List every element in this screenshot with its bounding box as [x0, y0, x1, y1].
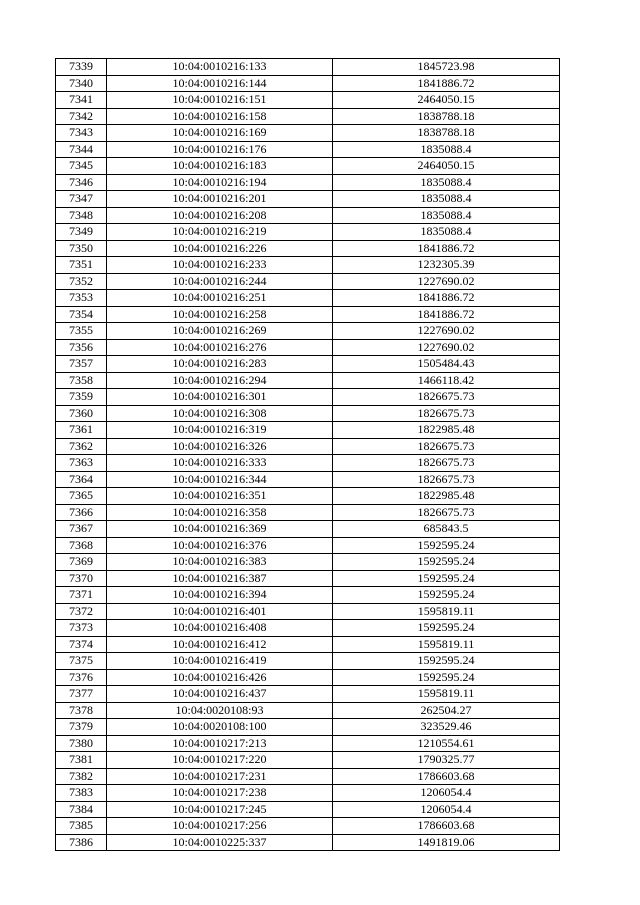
- value-cell: 1466118.42: [333, 372, 560, 389]
- value-cell: 1592595.24: [333, 554, 560, 571]
- value-cell: 1835088.4: [333, 174, 560, 191]
- value-cell: 1786603.68: [333, 818, 560, 835]
- row-number-cell: 7340: [56, 75, 107, 92]
- table-row: [56, 191, 560, 208]
- cadastral-number-cell: 10:04:0010216:351: [107, 488, 333, 505]
- cadastral-number-cell: 10:04:0010216:344: [107, 471, 333, 488]
- row-number-cell: 7363: [56, 455, 107, 472]
- table-row: [56, 224, 560, 241]
- value-cell: 1491819.06: [333, 834, 560, 851]
- table-row: [56, 207, 560, 224]
- cadastral-number-cell: 10:04:0010216:208: [107, 207, 333, 224]
- row-number-cell: 7367: [56, 521, 107, 538]
- value-cell: 323529.46: [333, 719, 560, 736]
- cadastral-number-cell: 10:04:0010217:231: [107, 768, 333, 785]
- cadastral-number-cell: 10:04:0010216:219: [107, 224, 333, 241]
- cadastral-number-cell: 10:04:0010216:358: [107, 504, 333, 521]
- cadastral-number-cell: 10:04:0010216:408: [107, 620, 333, 637]
- value-cell: 1841886.72: [333, 306, 560, 323]
- cadastral-number-cell: 10:04:0010225:337: [107, 834, 333, 851]
- value-cell: 1206054.4: [333, 801, 560, 818]
- row-number-cell: 7359: [56, 389, 107, 406]
- cadastral-number-cell: 10:04:0010216:387: [107, 570, 333, 587]
- cadastral-number-cell: 10:04:0010216:233: [107, 257, 333, 274]
- row-number-cell: 7360: [56, 405, 107, 422]
- value-cell: 1845723.98: [333, 59, 560, 76]
- value-cell: 1232305.39: [333, 257, 560, 274]
- table-row: [56, 405, 560, 422]
- cadastral-number-cell: 10:04:0010216:244: [107, 273, 333, 290]
- value-cell: 1841886.72: [333, 75, 560, 92]
- row-number-cell: 7358: [56, 372, 107, 389]
- cadastral-number-cell: 10:04:0010216:201: [107, 191, 333, 208]
- table-row: [56, 636, 560, 653]
- cadastral-number-cell: 10:04:0010217:213: [107, 735, 333, 752]
- table-row: [56, 257, 560, 274]
- table-row: [56, 768, 560, 785]
- cadastral-number-cell: 10:04:0010216:401: [107, 603, 333, 620]
- table-row: [56, 587, 560, 604]
- value-cell: 1826675.73: [333, 504, 560, 521]
- cadastral-number-cell: 10:04:0010216:369: [107, 521, 333, 538]
- cadastral-number-cell: 10:04:0010216:301: [107, 389, 333, 406]
- value-cell: 1790325.77: [333, 752, 560, 769]
- cadastral-number-cell: 10:04:0010216:308: [107, 405, 333, 422]
- table-row: [56, 735, 560, 752]
- value-cell: 1841886.72: [333, 290, 560, 307]
- value-cell: 1592595.24: [333, 620, 560, 637]
- row-number-cell: 7356: [56, 339, 107, 356]
- row-number-cell: 7349: [56, 224, 107, 241]
- table-row: [56, 471, 560, 488]
- value-cell: 685843.5: [333, 521, 560, 538]
- row-number-cell: 7379: [56, 719, 107, 736]
- cadastral-number-cell: 10:04:0010216:183: [107, 158, 333, 175]
- table-body: [56, 59, 560, 851]
- cadastral-number-cell: 10:04:0010216:158: [107, 108, 333, 125]
- value-cell: 1826675.73: [333, 455, 560, 472]
- row-number-cell: 7362: [56, 438, 107, 455]
- row-number-cell: 7351: [56, 257, 107, 274]
- row-number-cell: 7346: [56, 174, 107, 191]
- value-cell: 1206054.4: [333, 785, 560, 802]
- row-number-cell: 7375: [56, 653, 107, 670]
- cadastral-number-cell: 10:04:0010217:220: [107, 752, 333, 769]
- value-cell: 1595819.11: [333, 686, 560, 703]
- table-row: [56, 125, 560, 142]
- table-row: [56, 59, 560, 76]
- row-number-cell: 7378: [56, 702, 107, 719]
- data-table: [55, 58, 560, 851]
- row-number-cell: 7366: [56, 504, 107, 521]
- table-row: [56, 438, 560, 455]
- table-row: [56, 521, 560, 538]
- value-cell: 1786603.68: [333, 768, 560, 785]
- cadastral-number-cell: 10:04:0020108:100: [107, 719, 333, 736]
- value-cell: 1505484.43: [333, 356, 560, 373]
- row-number-cell: 7386: [56, 834, 107, 851]
- row-number-cell: 7344: [56, 141, 107, 158]
- value-cell: 1227690.02: [333, 323, 560, 340]
- cadastral-number-cell: 10:04:0010216:294: [107, 372, 333, 389]
- row-number-cell: 7347: [56, 191, 107, 208]
- table-row: [56, 92, 560, 109]
- value-cell: 1595819.11: [333, 636, 560, 653]
- row-number-cell: 7339: [56, 59, 107, 76]
- value-cell: 2464050.15: [333, 158, 560, 175]
- cadastral-number-cell: 10:04:0020108:93: [107, 702, 333, 719]
- cadastral-number-cell: 10:04:0010216:276: [107, 339, 333, 356]
- row-number-cell: 7352: [56, 273, 107, 290]
- table-row: [56, 603, 560, 620]
- cadastral-number-cell: 10:04:0010216:151: [107, 92, 333, 109]
- value-cell: 1838788.18: [333, 108, 560, 125]
- value-cell: 1227690.02: [333, 339, 560, 356]
- value-cell: 1592595.24: [333, 669, 560, 686]
- row-number-cell: 7350: [56, 240, 107, 257]
- table-row: [56, 686, 560, 703]
- row-number-cell: 7372: [56, 603, 107, 620]
- value-cell: 1835088.4: [333, 191, 560, 208]
- table-row: [56, 834, 560, 851]
- value-cell: 1822985.48: [333, 422, 560, 439]
- table-row: [56, 752, 560, 769]
- table-row: [56, 290, 560, 307]
- cadastral-number-cell: 10:04:0010216:394: [107, 587, 333, 604]
- table-row: [56, 702, 560, 719]
- table-row: [56, 818, 560, 835]
- table-row: [56, 339, 560, 356]
- value-cell: 1835088.4: [333, 141, 560, 158]
- row-number-cell: 7355: [56, 323, 107, 340]
- table-row: [56, 141, 560, 158]
- table-row: [56, 174, 560, 191]
- value-cell: 1592595.24: [333, 587, 560, 604]
- cadastral-number-cell: 10:04:0010216:258: [107, 306, 333, 323]
- cadastral-number-cell: 10:04:0010216:333: [107, 455, 333, 472]
- row-number-cell: 7342: [56, 108, 107, 125]
- value-cell: 1835088.4: [333, 207, 560, 224]
- row-number-cell: 7374: [56, 636, 107, 653]
- cadastral-number-cell: 10:04:0010217:256: [107, 818, 333, 835]
- table-row: [56, 455, 560, 472]
- row-number-cell: 7357: [56, 356, 107, 373]
- row-number-cell: 7343: [56, 125, 107, 142]
- cadastral-number-cell: 10:04:0010216:251: [107, 290, 333, 307]
- cadastral-number-cell: 10:04:0010216:426: [107, 669, 333, 686]
- row-number-cell: 7361: [56, 422, 107, 439]
- value-cell: 1841886.72: [333, 240, 560, 257]
- cadastral-number-cell: 10:04:0010216:376: [107, 537, 333, 554]
- value-cell: 2464050.15: [333, 92, 560, 109]
- row-number-cell: 7364: [56, 471, 107, 488]
- table-row: [56, 554, 560, 571]
- table-row: [56, 422, 560, 439]
- table-row: [56, 158, 560, 175]
- cadastral-number-cell: 10:04:0010216:269: [107, 323, 333, 340]
- cadastral-number-cell: 10:04:0010216:169: [107, 125, 333, 142]
- row-number-cell: 7345: [56, 158, 107, 175]
- value-cell: 1838788.18: [333, 125, 560, 142]
- table-row: [56, 504, 560, 521]
- value-cell: 1826675.73: [333, 389, 560, 406]
- cadastral-number-cell: 10:04:0010216:319: [107, 422, 333, 439]
- table-row: [56, 356, 560, 373]
- cadastral-number-cell: 10:04:0010216:419: [107, 653, 333, 670]
- table-row: [56, 620, 560, 637]
- row-number-cell: 7385: [56, 818, 107, 835]
- table-row: [56, 75, 560, 92]
- value-cell: 1835088.4: [333, 224, 560, 241]
- row-number-cell: 7380: [56, 735, 107, 752]
- table-row: [56, 306, 560, 323]
- row-number-cell: 7369: [56, 554, 107, 571]
- row-number-cell: 7381: [56, 752, 107, 769]
- value-cell: 1210554.61: [333, 735, 560, 752]
- cadastral-number-cell: 10:04:0010216:283: [107, 356, 333, 373]
- cadastral-number-cell: 10:04:0010216:194: [107, 174, 333, 191]
- cadastral-number-cell: 10:04:0010216:226: [107, 240, 333, 257]
- table-row: [56, 323, 560, 340]
- row-number-cell: 7365: [56, 488, 107, 505]
- table-row: [56, 570, 560, 587]
- cadastral-number-cell: 10:04:0010216:133: [107, 59, 333, 76]
- row-number-cell: 7371: [56, 587, 107, 604]
- value-cell: 1595819.11: [333, 603, 560, 620]
- cadastral-number-cell: 10:04:0010217:238: [107, 785, 333, 802]
- value-cell: 1826675.73: [333, 438, 560, 455]
- table-row: [56, 488, 560, 505]
- row-number-cell: 7354: [56, 306, 107, 323]
- cadastral-number-cell: 10:04:0010216:176: [107, 141, 333, 158]
- row-number-cell: 7384: [56, 801, 107, 818]
- cadastral-number-cell: 10:04:0010217:245: [107, 801, 333, 818]
- table-row: [56, 537, 560, 554]
- value-cell: 1592595.24: [333, 537, 560, 554]
- table-row: [56, 653, 560, 670]
- table-row: [56, 273, 560, 290]
- row-number-cell: 7382: [56, 768, 107, 785]
- cadastral-number-cell: 10:04:0010216:326: [107, 438, 333, 455]
- row-number-cell: 7353: [56, 290, 107, 307]
- table-row: [56, 372, 560, 389]
- table-row: [56, 108, 560, 125]
- table-row: [56, 669, 560, 686]
- row-number-cell: 7348: [56, 207, 107, 224]
- cadastral-number-cell: 10:04:0010216:383: [107, 554, 333, 571]
- cadastral-number-cell: 10:04:0010216:412: [107, 636, 333, 653]
- table-row: [56, 389, 560, 406]
- row-number-cell: 7376: [56, 669, 107, 686]
- table-row: [56, 801, 560, 818]
- value-cell: 1592595.24: [333, 570, 560, 587]
- value-cell: 262504.27: [333, 702, 560, 719]
- table-row: [56, 240, 560, 257]
- row-number-cell: 7373: [56, 620, 107, 637]
- row-number-cell: 7370: [56, 570, 107, 587]
- row-number-cell: 7341: [56, 92, 107, 109]
- cadastral-number-cell: 10:04:0010216:437: [107, 686, 333, 703]
- value-cell: 1822985.48: [333, 488, 560, 505]
- value-cell: 1592595.24: [333, 653, 560, 670]
- value-cell: 1826675.73: [333, 471, 560, 488]
- table-row: [56, 785, 560, 802]
- value-cell: 1826675.73: [333, 405, 560, 422]
- cadastral-number-cell: 10:04:0010216:144: [107, 75, 333, 92]
- row-number-cell: 7368: [56, 537, 107, 554]
- row-number-cell: 7383: [56, 785, 107, 802]
- table-row: [56, 719, 560, 736]
- row-number-cell: 7377: [56, 686, 107, 703]
- value-cell: 1227690.02: [333, 273, 560, 290]
